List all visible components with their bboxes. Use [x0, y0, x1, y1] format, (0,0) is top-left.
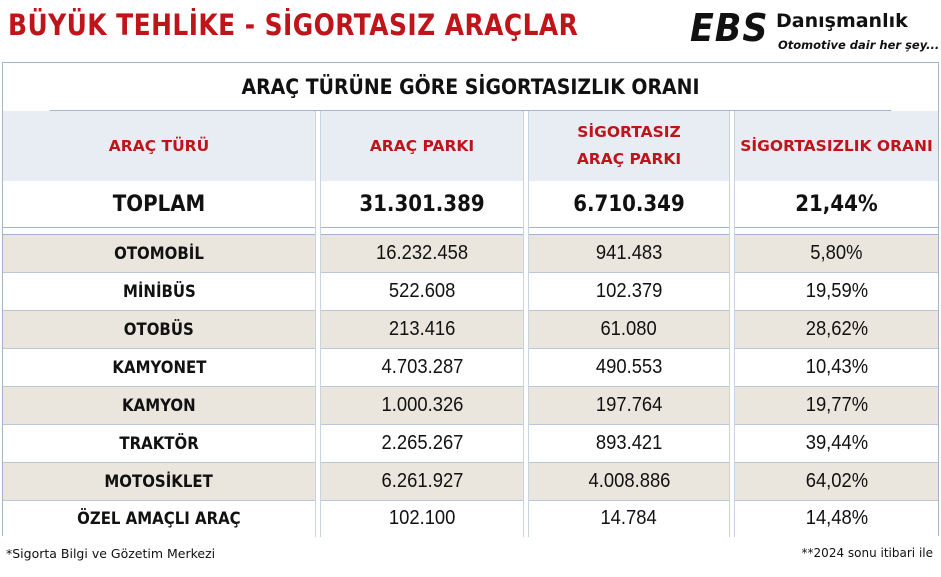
vehicle-type: MOTOSİKLET	[104, 471, 214, 492]
vehicle-park: 6.261.927	[381, 470, 463, 492]
vehicle-park: 2.265.267	[381, 432, 463, 454]
table-row	[3, 425, 938, 463]
column-divider	[315, 111, 321, 537]
table-row	[3, 273, 938, 311]
uninsured-park: 197.764	[595, 394, 663, 416]
source-note: *Sigorta Bilgi ve Gözetim Merkezi	[6, 546, 216, 561]
column-header-type: ARAÇ TÜRÜ	[108, 136, 210, 155]
ebs-logo	[690, 6, 938, 58]
table-row	[3, 349, 938, 387]
uninsured-park: 490.553	[595, 356, 663, 378]
vehicle-park: 1.000.326	[381, 394, 463, 416]
vehicle-type: TRAKTÖR	[119, 433, 199, 454]
uninsured-ratio: 28,62%	[805, 318, 868, 340]
table-subtitle: ARAÇ TÜRÜNE GÖRE SİGORTASIZLIK ORANI	[50, 63, 892, 111]
vehicle-park: 213.416	[388, 318, 456, 340]
column-header-uninsured: SİGORTASIZ ARAÇ PARKI	[576, 123, 682, 168]
vehicle-park: 102.100	[388, 507, 456, 529]
total-park: 31.301.389	[359, 191, 485, 217]
data-table	[2, 62, 939, 536]
uninsured-ratio: 10,43%	[805, 356, 868, 378]
uninsured-park: 941.483	[595, 242, 663, 264]
uninsured-ratio: 19,77%	[805, 394, 868, 416]
vehicle-type: OTOMOBİL	[114, 243, 204, 264]
total-ratio: 21,44%	[795, 191, 878, 217]
vehicle-type: MİNİBÜS	[122, 281, 196, 302]
uninsured-ratio: 64,02%	[805, 470, 868, 492]
total-label: TOPLAM	[112, 191, 206, 217]
column-header-park: ARAÇ PARKI	[369, 136, 475, 155]
uninsured-park: 14.784	[600, 507, 658, 529]
page-title: BÜYÜK TEHLİKE - SİGORTASIZ ARAÇLAR	[8, 8, 579, 42]
column-divider	[729, 111, 735, 537]
uninsured-ratio: 19,59%	[805, 280, 868, 302]
vehicle-type: OTOBÜS	[124, 319, 194, 340]
uninsured-park: 4.008.886	[588, 470, 670, 492]
vehicle-type: KAMYON	[122, 395, 196, 416]
uninsured-park: 893.421	[595, 432, 663, 454]
total-separator	[3, 227, 938, 235]
vehicle-park: 4.703.287	[381, 356, 463, 378]
table-row	[3, 235, 938, 273]
uninsured-park: 102.379	[595, 280, 663, 302]
vehicle-type: ÖZEL AMAÇLI ARAÇ	[77, 508, 241, 529]
table-row	[3, 463, 938, 501]
vehicle-park: 522.608	[388, 280, 456, 302]
uninsured-park: 61.080	[600, 318, 658, 340]
logo-name: Danışmanlık	[776, 10, 908, 32]
vehicle-park: 16.232.458	[375, 242, 469, 264]
table-row	[3, 501, 938, 536]
uninsured-ratio: 14,48%	[805, 507, 868, 529]
logo-letters: EBS	[690, 6, 769, 50]
vehicle-type: KAMYONET	[111, 357, 207, 378]
table-row	[3, 311, 938, 349]
date-note: **2024 sonu itibari ile	[801, 546, 933, 560]
uninsured-ratio: 39,44%	[805, 432, 868, 454]
table-row	[3, 387, 938, 425]
column-header-ratio: SİGORTASIZLIK ORANI	[740, 136, 933, 155]
column-divider	[523, 111, 529, 537]
header-bar	[0, 0, 941, 62]
uninsured-ratio: 5,80%	[810, 242, 863, 264]
total-uninsured: 6.710.349	[573, 191, 685, 217]
logo-tagline: Otomotive dair her şey...	[778, 38, 940, 52]
